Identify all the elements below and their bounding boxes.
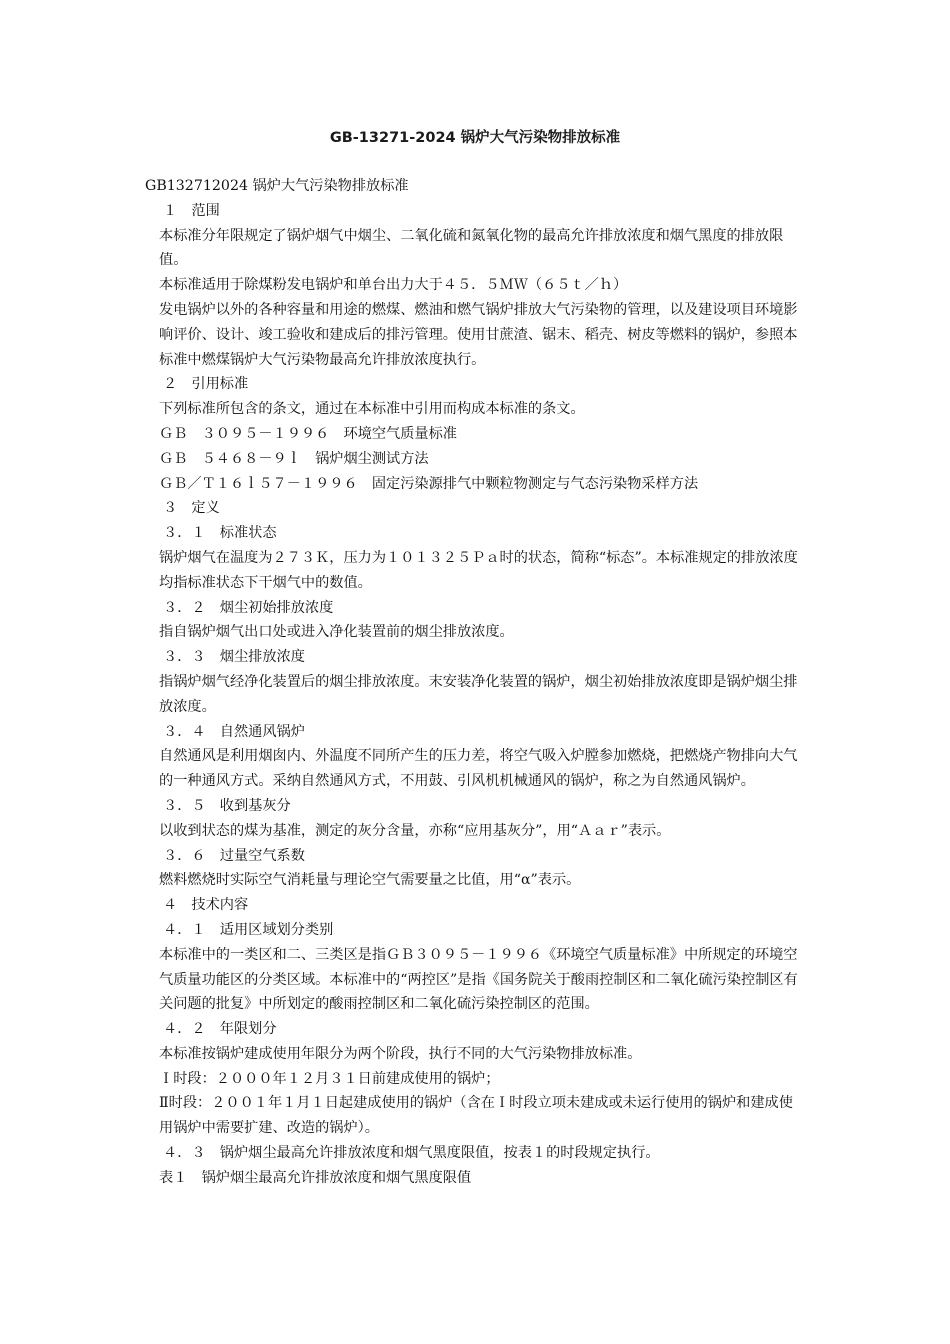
paragraph: 本标准中的一类区和二、三类区是指ＧＢ３０９５－１９９６《环境空气质量标准》中所规定的环境空气质量功能区的分类区域。本标准中的“两控区”是指《国务院关于酸雨控制区和二氧化硫污染控制区有关问题的批复》中所划定的酸雨控制区和二氧化硫污染控制区的范围。 (159, 946, 798, 1013)
section-heading: ３．３ 烟尘排放浓度 (163, 649, 305, 666)
document-heading: GB132712024 锅炉大气污染物排放标准 (145, 178, 409, 194)
paragraph: 自然通风是利用烟囱内、外温度不同所产生的压力差，将空气吸入炉膛参加燃烧，把燃烧产物排向大气的一种通风方式。采纳自然通风方式，不用鼓、引风机机械通风的锅炉，称之为自然通风锅炉。 (159, 748, 798, 790)
paragraph: ＧＢ ３０９５－１９９６ 环境空气质量标准 (159, 425, 457, 442)
section-heading: ３．６ 过量空气系数 (163, 847, 305, 864)
paragraph: 下列标准所包含的条文，通过在本标准中引用而构成本标准的条文。 (159, 401, 585, 418)
paragraph: ＧＢ／Ｔ１６ｌ５７－１９９６ 固定污染源排气中颗粒物测定与气态污染物采样方法 (159, 475, 699, 492)
section-heading: ２ 引用标准 (163, 376, 249, 393)
section-heading: ３．５ 收到基灰分 (163, 797, 291, 814)
section-heading: ３．１ 标准状态 (163, 525, 277, 542)
paragraph: Ｉ时段：２０００年１２月３１日前建成使用的锅炉； (159, 1070, 500, 1087)
section-heading: ３．４ 自然通风锅炉 (163, 723, 305, 740)
paragraph-list (145, 199, 805, 1191)
paragraph: 燃料燃烧时实际空气消耗量与理论空气需要量之比值，用“α”表示。 (159, 872, 581, 889)
section-heading: ３ 定义 (163, 500, 220, 517)
paragraph: 指自锅炉烟气出口处或进入净化装置前的烟尘排放浓度。 (159, 624, 514, 641)
paragraph: 锅炉烟气在温度为２７３Ｋ，压力为１０１３２５Ｐａ时的状态，简称“标态”。本标准规定的排放浓度均指标准状态下干烟气中的数值。 (159, 549, 798, 591)
document-body (145, 174, 805, 1191)
section-heading: ４．３ 锅炉烟尘最高允许排放浓度和烟气黑度限值，按表１的时段规定执行。 (163, 1145, 660, 1162)
document-title: GB-13271-2024 锅炉大气污染物排放标准 (329, 130, 621, 146)
paragraph: 发电锅炉以外的各种容量和用途的燃煤、燃油和燃气锅炉排放大气污染物的管理，以及建设项目环境影响评价、设计、竣工验收和建成后的排污管理。使用甘蔗渣、锯末、稻壳、树皮等燃料的锅炉，参照本标准中燃煤锅炉大气污染物最高允许排放浓度执行。 (159, 301, 798, 368)
section-heading: １ 范围 (163, 202, 220, 219)
paragraph: 本标准适用于除煤粉发电锅炉和单台出力大于４５．５ＭＷ（６５ｔ／ｈ） (159, 277, 628, 294)
paragraph: 本标准按锅炉建成使用年限分为两个阶段，执行不同的大气污染物排放标准。 (159, 1045, 642, 1062)
section-heading: ４．１ 适用区域划分类别 (163, 921, 334, 938)
section-heading: ４ 技术内容 (163, 897, 249, 914)
paragraph: 指锅炉烟气经净化装置后的烟尘排放浓度。末安装净化装置的锅炉，烟尘初始排放浓度即是锅炉烟尘排放浓度。 (159, 673, 798, 715)
section-heading: ３．２ 烟尘初始排放浓度 (163, 599, 334, 616)
paragraph: 表１ 锅炉烟尘最高允许排放浓度和烟气黑度限值 (159, 1169, 472, 1186)
section-heading: ４．２ 年限划分 (163, 1021, 277, 1038)
paragraph: Ⅱ时段：２００１年１月１日起建成使用的锅炉（含在Ｉ时段立项未建成或未运行使用的锅炉和建成使用锅炉中需要扩建、改造的锅炉）。 (159, 1095, 793, 1137)
paragraph: 本标准分年限规定了锅炉烟气中烟尘、二氧化硫和氮氧化物的最高允许排放浓度和烟气黑度的排放限值。 (159, 227, 784, 269)
paragraph: ＧＢ ５４６８－９ｌ 锅炉烟尘测试方法 (159, 450, 429, 467)
paragraph: 以收到状态的煤为基准，测定的灰分含量，亦称“应用基灰分”，用“Ａａｒ”表示。 (159, 822, 671, 839)
